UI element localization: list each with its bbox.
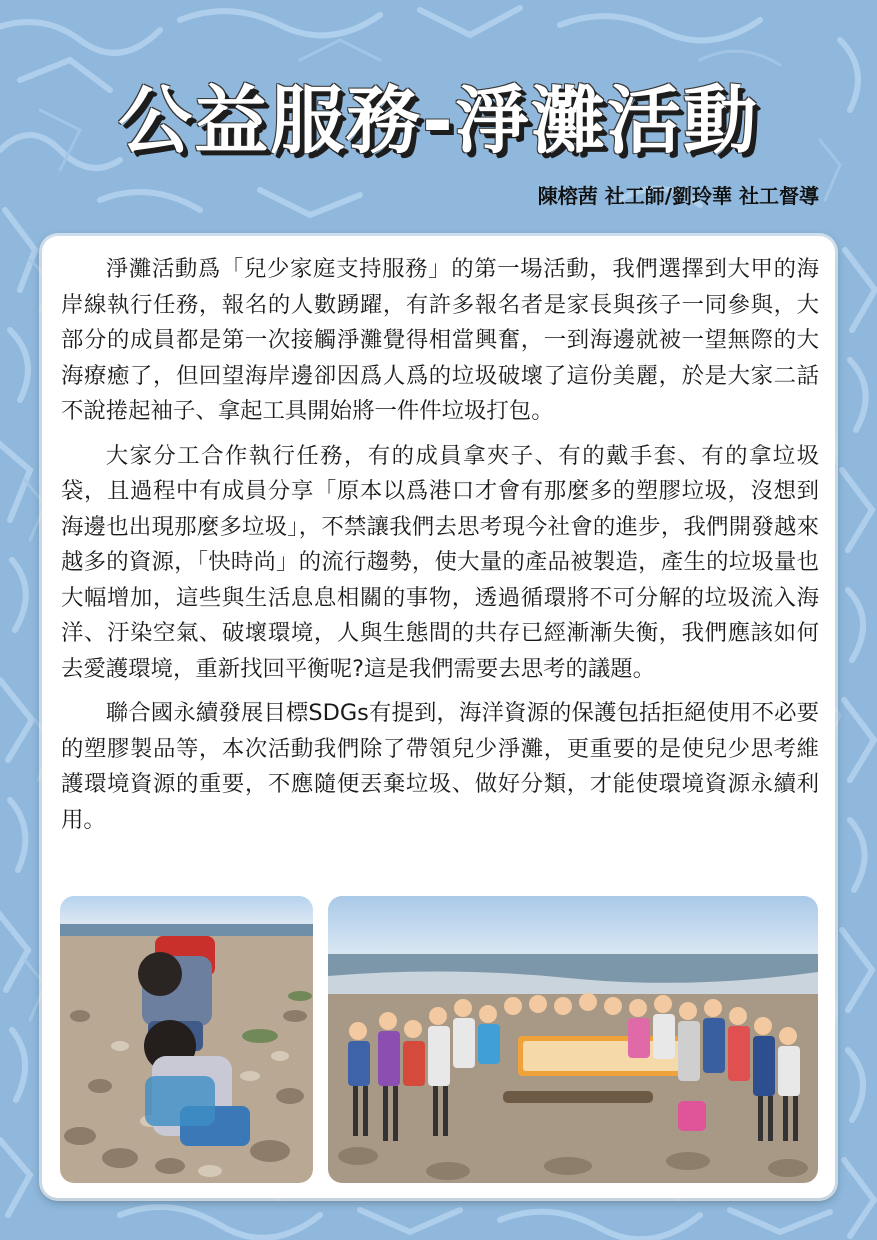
author-byline: 陳榕茜 社工師/劉玲華 社工督導 (537, 184, 819, 208)
article-body (61, 252, 819, 847)
paragraph-3: 聯合國永續發展目標SDGs有提到，海洋資源的保護包括拒絕使用不必要的塑膠製品等，本次活動我們除了帶領兒少淨灘，更重要的是使兒少思考維護環境資源的重要，不應隨便丟棄垃圾、做好分類，才能使環境資源永續利用。 (61, 700, 819, 833)
group-photo-with-banner (328, 896, 818, 1183)
paragraph-1: 淨灘活動爲「兒少家庭支持服務」的第一場活動，我們選擇到大甲的海岸線執行任務，報名的人數踴躍，有許多報名者是家長與孩子一同參與，大部分的成員都是第一次接觸淨灘覺得相當興奮，一到海邊就被一望無際的大海療癒了，但回望海岸邊卻因爲人爲的垃圾破壞了這份美麗，於是大家二話不說捲起袖子、拿起工具開始將一件件垃圾打包。 (61, 256, 819, 424)
children-collecting-trash-photo (60, 896, 313, 1183)
paragraph-2: 大家分工合作執行任務，有的成員拿夾子、有的戴手套、有的拿垃圾袋，且過程中有成員分享「原本以爲港口才會有那麼多的塑膠垃圾，沒想到海邊也出現那麼多垃圾」，不禁讓我們去思考現今社會的進步，我們開發越來越多的資源，「快時尚」的流行趨勢，使大量的產品被製造，產生的垃圾量也大幅增加，這些與生活息息相關的事物，透過循環將不可分解的垃圾流入海洋、汙染空氣、破壞環境，人與生態間的共存已經漸漸失衡，我們應該如何去愛護環境，重新找回平衡呢?這是我們需要去思考的議題。 (61, 442, 819, 682)
page-title: 公益服務-淨灘活動 (118, 78, 759, 164)
